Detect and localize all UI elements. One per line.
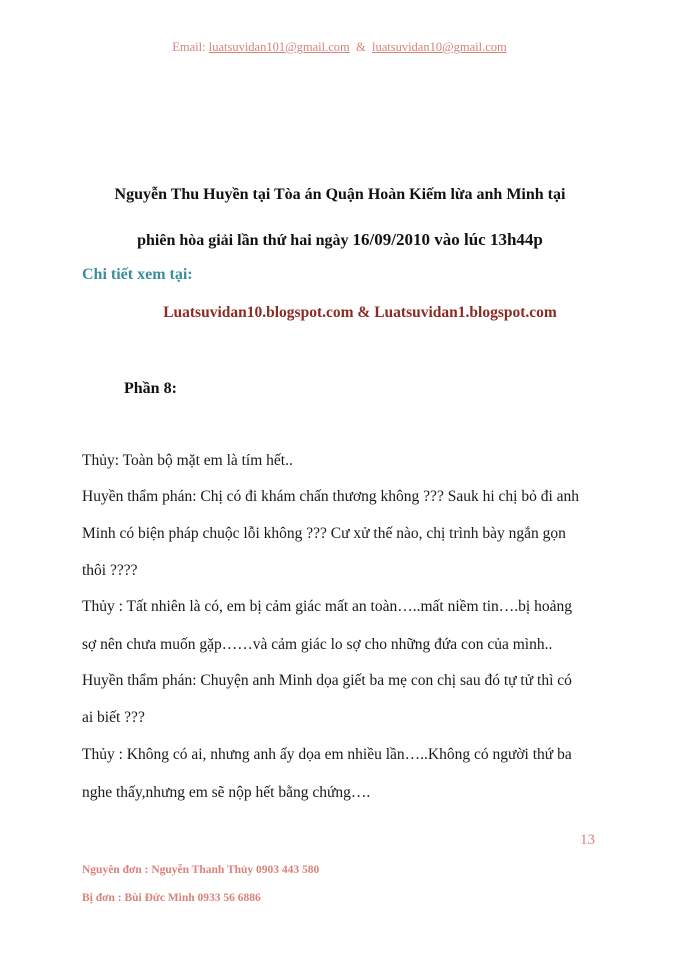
body-line: Minh có biện pháp chuộc lỗi không ??? Cư xử thế nào, chị trình bày ngắn gọn [82, 525, 566, 542]
blog-links: Luatsuvidan10.blogspot.com & Luatsuvidan1.blogspot.com [163, 304, 557, 321]
body-line: sợ nên chưa muốn gặp……và cảm giác lo sợ cho những đứa con của mình.. [82, 636, 553, 653]
title-line-2 [60, 230, 620, 250]
header-email [0, 40, 679, 55]
email-link-1[interactable]: luatsuvidan101@gmail.com [208, 40, 350, 54]
footer-defendant: Bị đơn : Bùi Đức Minh 0933 56 6886 [82, 892, 261, 904]
body-line: nghe thấy,nhưng em sẽ nộp hết bằng chứng…. [82, 784, 371, 801]
footer-plaintiff: Nguyên đơn : Nguyễn Thanh Thủy 0903 443 580 [82, 864, 320, 876]
title-line-2-start: phiên hòa giải lần thứ hai ngày [137, 232, 349, 249]
detail-label: Chi tiết xem tại: [82, 266, 193, 283]
body-line: Huyền thẩm phán: Chị có đi khám chấn thương không ??? Sauk hi chị bỏ đi anh [82, 488, 579, 505]
body-line: ai biết ??? [82, 709, 145, 726]
email-separator: & [355, 40, 366, 54]
email-link-2[interactable]: luatsuvidan10@gmail.com [371, 40, 507, 54]
page-number: 13 [580, 832, 595, 848]
title-date: 16/09/2010 vào lúc 13h44p [352, 230, 543, 249]
body-line: Thủy: Toàn bộ mặt em là tím hết.. [82, 452, 293, 469]
body-line: Thủy : Tất nhiên là có, em bị cảm giác mất an toàn…..mất niềm tin….bị hoảng [82, 598, 572, 615]
title-line-1: Nguyễn Thu Huyền tại Tòa án Quận Hoàn Kiếm lừa anh Minh tại [114, 186, 566, 203]
part-heading: Phần 8: [124, 380, 177, 397]
body-line: Huyền thẩm phán: Chuyện anh Minh dọa giết ba mẹ con chị sau đó tự tử thì có [82, 672, 572, 689]
body-line: Thủy : Không có ai, nhưng anh ấy dọa em nhiều lần…..Không có người thứ ba [82, 746, 572, 763]
email-label: Email: [172, 40, 206, 54]
body-line: thôi ???? [82, 562, 138, 579]
